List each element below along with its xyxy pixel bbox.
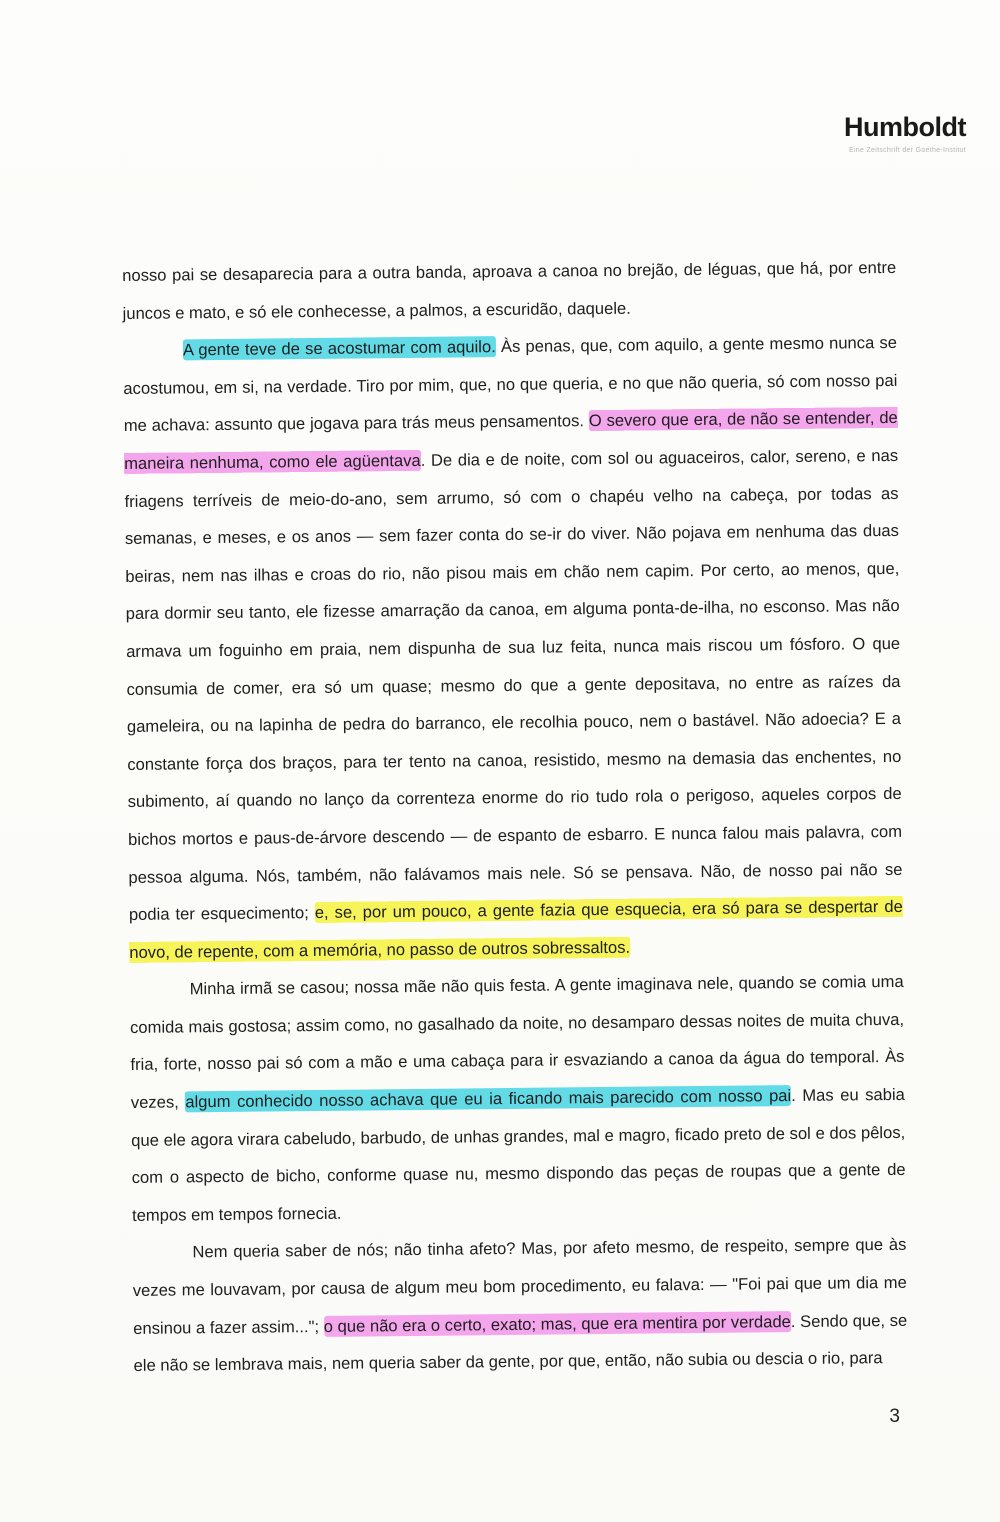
paragraph bbox=[129, 963, 906, 1234]
page-number: 3 bbox=[889, 1406, 900, 1427]
highlight-pink: o que não era o certo, exato; mas, que era mentira por verdade bbox=[323, 1311, 791, 1336]
text-segment: Às penas, que, com aquilo, a gente mesmo nunca se acostumou, em si, na verdade. Tiro por mim, que, no que queria, e no que não queria, só com nosso pai me achava: assunto que jogava para trás meus pensamentos. bbox=[123, 333, 898, 436]
highlight-pink: O severo que era, de não se entender, de maneira nenhuma, como ele agüentava bbox=[124, 408, 898, 473]
text-segment: Minha irmã se casou; nossa mãe não quis festa. A gente imaginava nele, quando se comia uma comida mais gostosa; assim como, no gasalhado da noite, no desamparo dessas noites de muita chuva, fria, forte, nosso pai só com a mão e uma cabaça para ir esvaziando a canoa da água do temporal. Às vezes, bbox=[129, 972, 905, 1113]
body-text bbox=[122, 249, 908, 1385]
highlight-blue: A gente teve de se acostumar com aquilo. bbox=[182, 337, 496, 360]
text-segment: . Mas eu sabia que ele agora virara cabeludo, barbudo, de unhas grandes, mal e magro, ficado preto de sol e dos pêlos, com o aspecto de bicho, conforme quase nu, mesmo dispondo das peças de roupas que a gente de tempos em tempos fornecia. bbox=[131, 1084, 906, 1225]
highlight-yellow: e, se, por um pouco, a gente fazia que esquecia, era só para se despertar de novo, de repente, com a memória, no passo de outros sobressaltos. bbox=[129, 896, 903, 962]
paragraph bbox=[122, 249, 897, 332]
paragraph bbox=[123, 324, 904, 971]
logo-tagline: Eine Zeitschrift der Goethe-Institut bbox=[848, 147, 966, 154]
text-segment: . De dia e de noite, com sol ou aguaceiros, calor, sereno, e nas friagens terríveis de meio-do-ano, sem arrumo, só com o chapéu velho na cabeça, por todas as semanas, e meses, e os anos — sem fazer conta do se-ir do viver. Não pojava em nenhuma das duas beiras, nem nas ilhas e croas do rio, não pisou mais em chão nem capim. Por certo, ao menos, que, para dormir seu tanto, ele fizesse amarração da canoa, em alguma ponta-de-ilha, no esconso. Mas não armava um foguinho em praia, nem dispunha de sua luz feita, nunca mais riscou um fósforo. O que consumia de comer, era só um quase; mesmo do que a gente depositava, no entre as raízes da gameleira, ou na lapinha de pedra do barranco, ele recolhia pouco, nem o bastável. Não adoecia? E a constante força dos braços, para ter tento na canoa, resistido, mesmo na demasia das enchentes, no subimento, aí quando no lanço da correnteza enorme do rio tudo rola o perigoso, aqueles corpos de bichos mortos e paus-de-árvore descendo — de espanto de esbarro. E nunca falou mais palavra, com pessoa alguma. Nós, também, não falávamos mais nele. Só se pensava. Não, de nosso pai não se podia ter esquecimento; bbox=[124, 445, 903, 925]
text-segment: Nem queria saber de nós; não tinha afeto? Mas, por afeto mesmo, de respeito, sempre que às vezes me louvavam, por causa de algum meu bom procedimento, eu falava: — "Foi pai que um dia me ensinou a fazer assim..."; bbox=[132, 1235, 907, 1338]
highlight-blue: algum conhecido nosso achava que eu ia ficando mais parecido com nosso pai bbox=[185, 1086, 792, 1112]
text-segment: . Sendo que, se ele não se lembrava mais, nem queria saber da gente, por que, então, não subia ou descia o rio, para bbox=[133, 1310, 908, 1376]
logo-wordmark: Humboldt bbox=[844, 112, 966, 142]
paragraph bbox=[132, 1226, 908, 1384]
humboldt-logo bbox=[844, 112, 966, 154]
text-segment: nosso pai se desaparecia para a outra banda, aproava a canoa no brejão, de léguas, que há, por entre juncos e mato, e só ele conhecesse, a palmos, a escuridão, daquele. bbox=[122, 257, 897, 323]
